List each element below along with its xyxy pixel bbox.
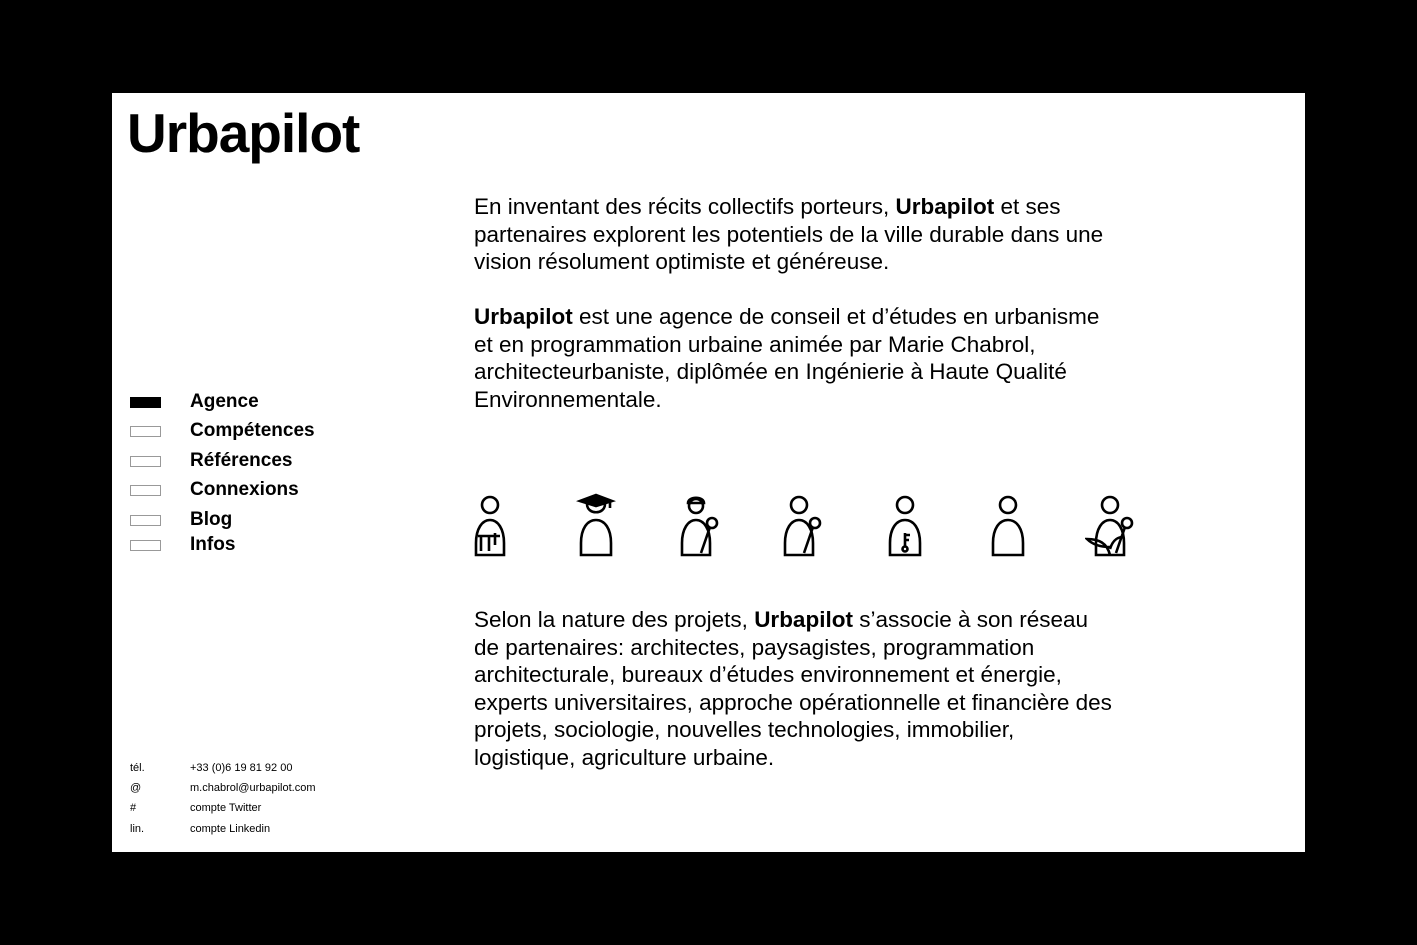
- nav-item-agence[interactable]: [130, 391, 259, 413]
- planner-person-icon: [782, 493, 822, 559]
- twitter-link[interactable]: compte Twitter: [190, 802, 262, 814]
- graduate-person-icon: [576, 493, 616, 559]
- contact-key: tél.: [130, 762, 145, 774]
- partners-text: [474, 606, 1114, 771]
- partners-paragraph: Selon la nature des projets, Urbapilot s’associe à son réseau de partenaires: architectes, paysagistes, programmation architecturale, bureaux d’études environnement et énergie, experts universitaires, approche opérationnelle et financière des projets, sociologie, nouvelles technologies, immobilier, logistique, agriculture urbaine.: [474, 607, 1112, 770]
- nav-item-references[interactable]: [130, 450, 292, 472]
- contact-key: @: [130, 782, 142, 794]
- contact-email: [130, 781, 316, 795]
- contact-key: lin.: [130, 823, 145, 835]
- nav-label: Agence: [190, 391, 259, 412]
- nav-indicator: [130, 485, 161, 496]
- nav-label: Blog: [190, 509, 233, 530]
- gardener-person-icon: [1085, 493, 1141, 559]
- nav-item-competences[interactable]: [130, 420, 315, 442]
- brand-mention: Urbapilot: [474, 304, 573, 329]
- engineer-person-icon: [679, 493, 719, 559]
- nav-label: Compétences: [190, 420, 315, 441]
- nav-indicator: [130, 456, 161, 467]
- intro-paragraph-2: Urbapilot est une agence de conseil et d’études en urbanisme et en programmation urbaine animée par Marie Chabrol, architecteurbaniste, diplômée en Ingénierie à Haute Qualité Environnementale.: [474, 304, 1100, 412]
- nav-indicator-active: [130, 397, 161, 408]
- nav-indicator: [130, 515, 161, 526]
- phone-link[interactable]: +33 (0)6 19 81 92 00: [190, 762, 293, 774]
- contact-twitter: [130, 801, 261, 815]
- nav-item-infos[interactable]: [130, 534, 235, 556]
- nav-label: Infos: [190, 534, 236, 555]
- partner-icons-row: [473, 493, 1143, 563]
- nav-item-blog[interactable]: [130, 509, 232, 531]
- nav-label: Connexions: [190, 479, 299, 500]
- site-logo[interactable]: Urbapilot: [127, 102, 360, 164]
- email-link[interactable]: m.chabrol@urbapilot.com: [190, 782, 316, 794]
- linkedin-link[interactable]: compte Linkedin: [190, 823, 271, 835]
- nav-indicator: [130, 540, 161, 551]
- nav-item-connexions[interactable]: [130, 479, 299, 501]
- contact-phone: [130, 761, 292, 775]
- brand-mention: Urbapilot: [895, 194, 995, 219]
- intro-paragraph-1: En inventant des récits collectifs porteurs, Urbapilot et ses partenaires explorent les potentiels de la ville durable dans une vision résolument optimiste et généreuse.: [474, 194, 1104, 274]
- intro-text: [474, 193, 1114, 413]
- contact-key: #: [130, 802, 137, 814]
- nav-indicator: [130, 426, 161, 437]
- nav-label: Références: [190, 450, 293, 471]
- page: [112, 93, 1305, 852]
- brand-mention: Urbapilot: [754, 607, 853, 632]
- person-icon: [988, 493, 1028, 559]
- finance-person-icon: [885, 493, 925, 559]
- contact-linkedin: [130, 822, 270, 836]
- architect-person-icon: [473, 493, 513, 559]
